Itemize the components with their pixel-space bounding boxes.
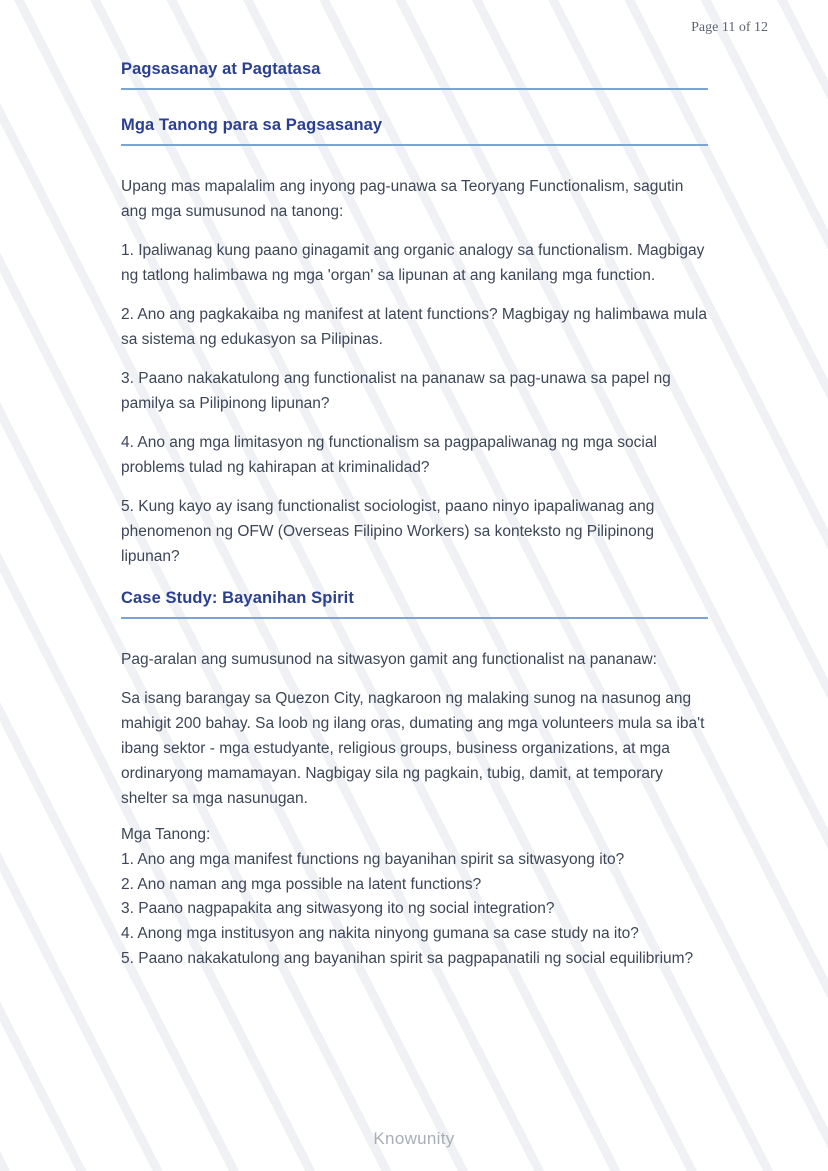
question-item-5: 5. Kung kayo ay isang functionalist sociologist, paano ninyo ipapaliwanag ang phenomenon ng OFW (Overseas Filipino Workers) sa konteksto ng Pilipinong lipunan? (121, 498, 655, 565)
page-number: Page 11 of 12 (691, 20, 768, 35)
case-question-item-4: 4. Anong mga institusyon ang nakita ninyong gumana sa case study na ito? (121, 925, 639, 943)
case-question-item-5: 5. Paano nakakatulong ang bayanihan spirit sa pagpapanatili ng social equilibrium? (121, 949, 694, 967)
question-item-3: 3. Paano nakakatulong ang functionalist na pananaw sa pag-unawa sa papel ng pamilya sa Pilipinong lipunan? (121, 370, 671, 412)
case-question-block (121, 823, 708, 972)
question-item-2: 2. Ano ang pagkakaiba ng manifest at latent functions? Magbigay ng halimbawa mula sa sistema ng edukasyon sa Pilipinas. (121, 306, 707, 348)
subsection-heading-mga-tanong: Mga Tanong para sa Pagsasanay (121, 116, 708, 146)
intro-paragraph: Upang mas mapalalim ang inyong pag-unawa sa Teoryang Functionalism, sagutin ang mga sumusunod na tanong: (121, 178, 684, 220)
section-heading-pagsasanay: Pagsasanay at Pagtatasa (121, 60, 708, 90)
case-study-heading: Case Study: Bayanihan Spirit (121, 589, 708, 619)
case-question-item-1: 1. Ano ang mga manifest functions ng bayanihan spirit sa sitwasyong ito? (121, 850, 625, 868)
case-intro-paragraph: Pag-aralan ang sumusunod na sitwasyon gamit ang functionalist na pananaw: (121, 651, 657, 668)
knowunity-watermark: Knowunity (373, 1129, 455, 1148)
question-item-4: 4. Ano ang mga limitasyon ng functionalism sa pagpapaliwanag ng mga social problems tulad ng kahirapan at kriminalidad? (121, 434, 657, 476)
page-content (121, 0, 708, 972)
case-body-paragraph: Sa isang barangay sa Quezon City, nagkaroon ng malaking sunog na nasunog ang mahigit 200 bahay. Sa loob ng ilang oras, dumating ang mga volunteers mula sa iba't ibang sektor - mga estudyante, religious groups, business organizations, at mga ordinaryong mamamayan. Nagbigay sila ng pagkain, tubig, damit, at temporary shelter sa mga nasunugan. (121, 690, 705, 807)
case-questions-label: Mga Tanong: (121, 826, 211, 843)
case-question-item-2: 2. Ano naman ang mga possible na latent functions? (121, 875, 482, 893)
question-item-1: 1. Ipaliwanag kung paano ginagamit ang organic analogy sa functionalism. Magbigay ng tatlong halimbawa ng mga 'organ' sa lipunan at ang kanilang mga function. (121, 242, 705, 284)
case-question-item-3: 3. Paano nagpapakita ang sitwasyong ito ng social integration? (121, 900, 555, 918)
